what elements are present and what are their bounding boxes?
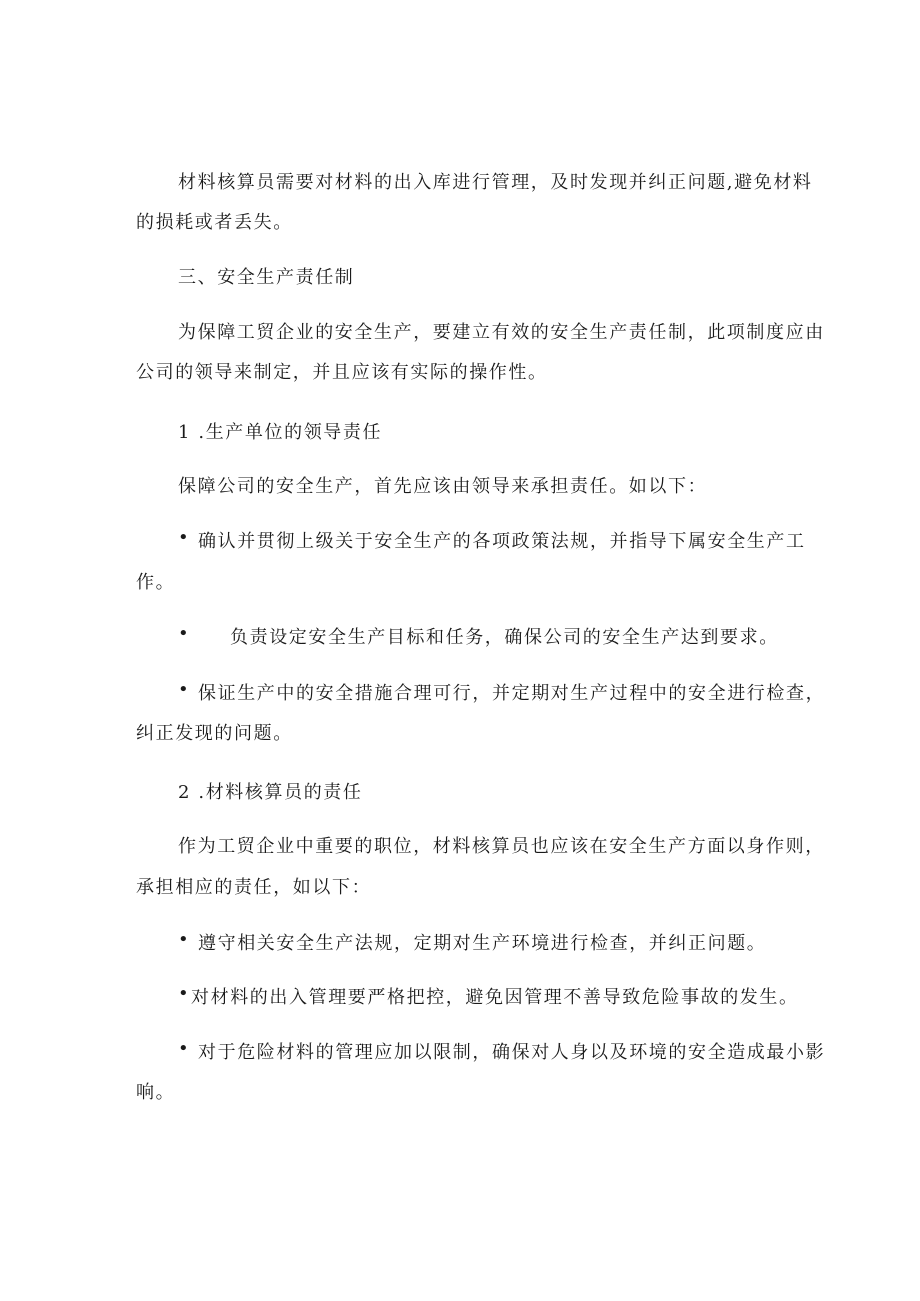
list-item-line: 保证生产中的安全措施合理可行，并定期对生产过程中的安全进行检查， [198, 683, 826, 704]
bullet-marker: • [178, 623, 191, 644]
list-item-line: 负责设定安全生产目标和任务，确保公司的安全生产达到要求。 [230, 627, 779, 648]
paragraph-line: 作为工贸企业中重要的职位，材料核算员也应该在安全生产方面以身作则， [178, 836, 825, 857]
bullet-marker: • [178, 929, 191, 950]
list-item-line: 响。 [136, 1082, 176, 1103]
bullet-marker: • [178, 527, 191, 548]
bullet-marker: • [178, 679, 191, 700]
section-heading-text: 三、安全生产责任制 [178, 267, 355, 288]
list-item-line: 对材料的出入管理要严格把控，避免因管理不善导致危险事故的发生。 [191, 987, 799, 1008]
list-item-line: 确认并贯彻上级关于安全生产的各项政策法规，并指导下属安全生产工 [198, 531, 806, 552]
list-item-line: 对于危险材料的管理应加以限制，确保对人身以及环境的安全造成最小影 [198, 1042, 826, 1063]
subsection-heading-text: 2 .材料核算员的责任 [178, 782, 363, 803]
bullet-marker: • [178, 1038, 191, 1059]
list-item-line: 遵守相关安全生产法规，定期对生产环境进行检查，并纠正问题。 [198, 933, 767, 954]
paragraph-line: 承担相应的责任，如以下： [136, 877, 372, 898]
paragraph-line: 公司的领导来制定，并且应该有实际的操作性。 [136, 362, 548, 383]
paragraph-line: 为保障工贸企业的安全生产，要建立有效的安全生产责任制，此项制度应由 [178, 322, 825, 343]
list-item-line: 作。 [136, 572, 176, 593]
list-item-line: 纠正发现的问题。 [136, 723, 293, 744]
bullet-marker: • [178, 983, 191, 1004]
paragraph-line: 的损耗或者丢失。 [136, 212, 293, 233]
paragraph-line: 材料核算员需要对材料的出入库进行管理，及时发现并纠正问题,避免材料 [178, 172, 813, 193]
subsection-heading-text: 1 .生产单位的领导责任 [178, 422, 383, 443]
paragraph-line: 保障公司的安全生产，首先应该由领导来承担责任。如以下： [178, 476, 708, 497]
